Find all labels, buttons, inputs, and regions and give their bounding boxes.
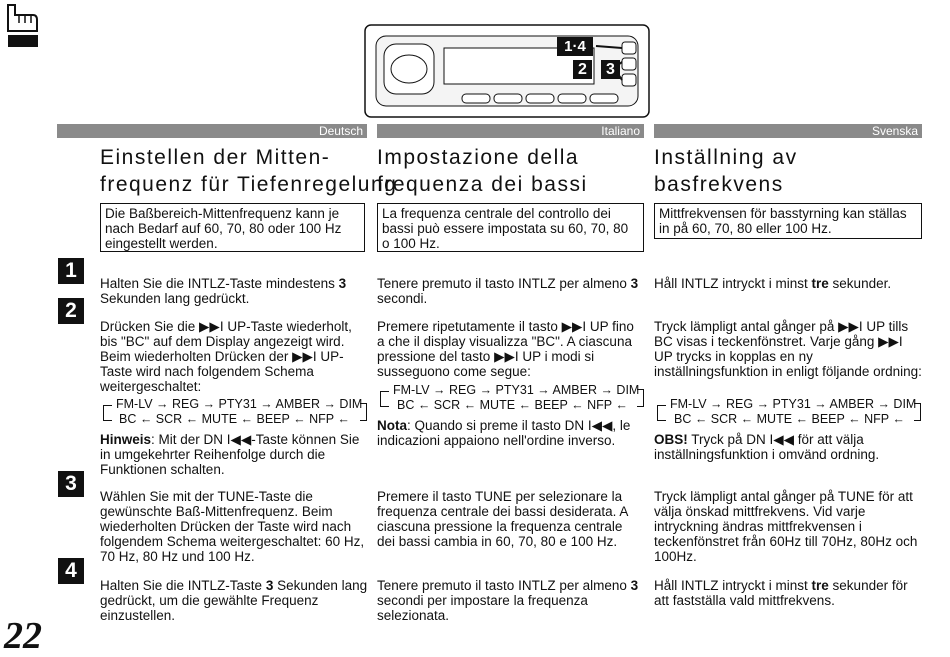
callout-3: 3 bbox=[601, 60, 620, 79]
sequence-line2-it: BC ← SCR ← MUTE ← BEEP ← NFP ← bbox=[397, 398, 628, 412]
sequence-line1-de: FM-LV → REG → PTY31 → AMBER → DIM bbox=[116, 397, 363, 411]
step2-text-de: Drücken Sie die ▶▶I UP-Taste wiederholt, bis "BC" auf dem Display angezeigt wird. Beim wiederholten Drücken der ▶▶I UP-Taste wird nach folgendem Schema weitergeschaltet: bbox=[100, 319, 352, 394]
sequence-line1-sv: FM-LV → REG → PTY31 → AMBER → DIM bbox=[670, 397, 917, 411]
sequence-loop-left-it bbox=[380, 391, 389, 407]
sequence-loop-right-sv bbox=[914, 403, 921, 421]
step3-text-sv: Tryck lämpligt antal gånger på TUNE för att välja önskad mittfrekvens. Vid varje intryckning ändras mittfrekvensen i teckenfönstret från 60Hz till 70Hz, 80Hz och 100Hz. bbox=[654, 489, 918, 564]
step2-text-sv: Tryck lämpligt antal gånger på ▶▶I UP tills BC visas i teckenfönstret. Varje gång ▶▶I UP trycks in kopplas en ny inställningsfunktion in enligt följande ordning: bbox=[654, 319, 922, 379]
page-number: 22 bbox=[4, 615, 42, 657]
sequence-line2-sv: BC ← SCR ← MUTE ← BEEP ← NFP ← bbox=[674, 412, 905, 426]
callout-1-4: 1·4 bbox=[557, 37, 593, 56]
sequence-line2-de: BC ← SCR ← MUTE ← BEEP ← NFP ← bbox=[119, 412, 350, 426]
intro-box-sv: Mittfrekvensen för basstyrning kan ställas in på 60, 70, 80 eller 100 Hz. bbox=[654, 203, 922, 239]
title-it-line2: frequenza dei bassi bbox=[377, 173, 588, 196]
step1-text-sv: Håll INTLZ intryckt i minst tre sekunder. bbox=[654, 276, 892, 291]
sequence-line1-it: FM-LV → REG → PTY31 → AMBER → DIM bbox=[393, 383, 640, 397]
step1-text-it: Tenere premuto il tasto INTLZ per almeno 3 secondi. bbox=[377, 276, 639, 306]
note-it: Nota: Quando si preme il tasto DN I◀◀, le indicazioni appaiono nell'ordine inverso. bbox=[377, 418, 631, 448]
language-header-sv: Svenska bbox=[654, 124, 922, 138]
step2-text-it: Premere ripetutamente il tasto ▶▶I UP fino a che il display visualizza "BC". A ciascuna pressione del tasto ▶▶I UP i modi si susseguono come segue: bbox=[377, 319, 634, 379]
note-de: Hinweis: Mit der DN I◀◀-Taste können Sie in umgekehrter Reihenfolge durch die Funktionen schalten. bbox=[100, 432, 360, 477]
sequence-loop-right-it bbox=[637, 389, 644, 407]
title-sv-line2: basfrekvens bbox=[654, 173, 784, 196]
title-de-line1: Einstellen der Mitten- bbox=[100, 146, 331, 169]
step4-text-de: Halten Sie die INTLZ-Taste 3 Sekunden lang gedrückt, um die gewählte Frequenz einzustellen. bbox=[100, 578, 368, 623]
step-number-2: 2 bbox=[58, 298, 84, 324]
language-header-de: Deutsch bbox=[57, 124, 367, 138]
step4-text-it: Tenere premuto il tasto INTLZ per almeno 3 secondi per impostare la frequenza selezionata. bbox=[377, 578, 639, 623]
callout-2: 2 bbox=[573, 60, 592, 79]
language-header-it: Italiano bbox=[377, 124, 644, 138]
step1-text-de: Halten Sie die INTLZ-Taste mindestens 3 Sekunden lang gedrückt. bbox=[100, 276, 347, 306]
step4-text-sv: Håll INTLZ intryckt i minst tre sekunder för att fastställa vald mittfrekvens. bbox=[654, 578, 908, 608]
step-number-4: 4 bbox=[58, 558, 84, 584]
sequence-loop-right-de bbox=[360, 403, 367, 421]
title-it-line1: Impostazione della bbox=[377, 146, 580, 169]
step3-text-de: Wählen Sie mit der TUNE-Taste die gewünschte Baß-Mittenfrequenz. Beim wiederholten Drücken der Taste wird nach folgendem Schema weitergeschaltet: 60 Hz, 70 Hz, 80 Hz und 100 Hz. bbox=[100, 489, 365, 564]
step3-text-it: Premere il tasto TUNE per selezionare la frequenza centrale dei bassi desiderata. A ciascuna pressione la frequenza centrale dei bassi cambia in 60, 70, 80 e 100 Hz. bbox=[377, 489, 628, 549]
hand-pointer-icon bbox=[5, 3, 39, 49]
title-de-line2: frequenz für Tiefenregelung bbox=[100, 173, 398, 196]
intro-box-it: La frequenza centrale del controllo dei bassi può essere impostata su 60, 70, 80 o 100 Hz. bbox=[377, 203, 644, 252]
note-sv: OBS! Tryck på DN I◀◀ för att välja inställningsfunktion i omvänd ordning. bbox=[654, 432, 880, 462]
step-number-1: 1 bbox=[58, 258, 84, 284]
sequence-loop-left-sv bbox=[657, 405, 666, 421]
sequence-loop-left-de bbox=[103, 405, 112, 421]
title-sv-line1: Inställning av bbox=[654, 146, 798, 169]
step-number-3: 3 bbox=[58, 471, 84, 497]
intro-box-de: Die Baßbereich-Mittenfrequenz kann je nach Bedarf auf 60, 70, 80 oder 100 Hz eingestellt werden. bbox=[100, 203, 365, 252]
